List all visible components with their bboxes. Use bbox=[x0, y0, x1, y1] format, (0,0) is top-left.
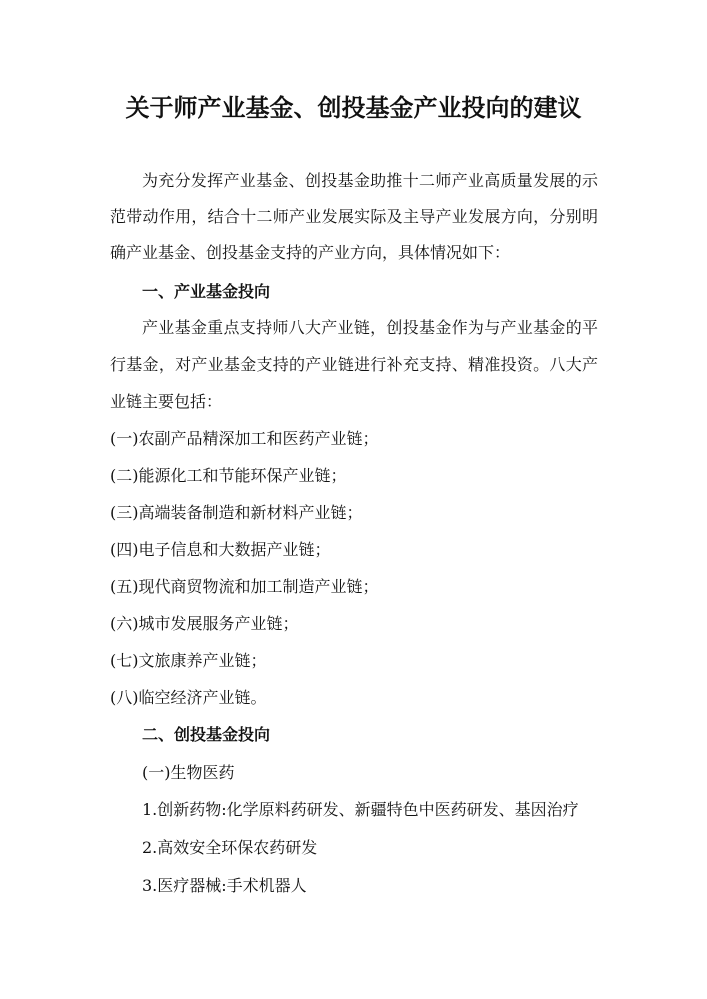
intro-line-1: 为充分发挥产业基金、创投基金助推十二师产业高质量发展的示 bbox=[142, 171, 598, 190]
vc-item-2: 2.高效安全环保农药研发 bbox=[142, 838, 318, 857]
industry-chain-item-2: (二)能源化工和节能环保产业链； bbox=[110, 466, 347, 485]
industry-chain-item-1: (一)农副产品精深加工和医药产业链； bbox=[110, 429, 379, 448]
industry-chain-item-8: (八)临空经济产业链。 bbox=[110, 688, 267, 707]
industry-chain-item-5: (五)现代商贸物流和加工制造产业链； bbox=[110, 577, 379, 596]
section-1-para-line-3: 业链主要包括： bbox=[110, 392, 223, 411]
section-1-para-line-2: 行基金，对产业基金支持的产业链进行补充支持、精准投资。八大产 bbox=[110, 355, 598, 374]
industry-chain-item-4: (四)电子信息和大数据产业链； bbox=[110, 540, 331, 559]
industry-chain-item-3: (三)高端装备制造和新材料产业链； bbox=[110, 503, 363, 522]
section-2-subheading: (一)生物医药 bbox=[142, 763, 235, 782]
intro-line-2: 范带动作用，结合十二师产业发展实际及主导产业发展方向，分别明 bbox=[110, 207, 598, 226]
vc-item-3: 3.医疗器械:手术机器人 bbox=[142, 876, 307, 895]
intro-line-3: 确产业基金、创投基金支持的产业方向，具体情况如下： bbox=[110, 243, 511, 262]
industry-chain-item-6: (六)城市发展服务产业链； bbox=[110, 614, 299, 633]
vc-item-1: 1.创新药物:化学原料药研发、新疆特色中医药研发、基因治疗 bbox=[142, 800, 579, 819]
document-title: 关于师产业基金、创投基金产业投向的建议 bbox=[125, 93, 582, 122]
section-2-heading: 二、创投基金投向 bbox=[142, 725, 271, 744]
section-1-heading: 一、产业基金投向 bbox=[142, 282, 271, 301]
section-1-para-line-1: 产业基金重点支持师八大产业链，创投基金作为与产业基金的平 bbox=[142, 318, 598, 337]
industry-chain-item-7: (七)文旅康养产业链； bbox=[110, 651, 267, 670]
